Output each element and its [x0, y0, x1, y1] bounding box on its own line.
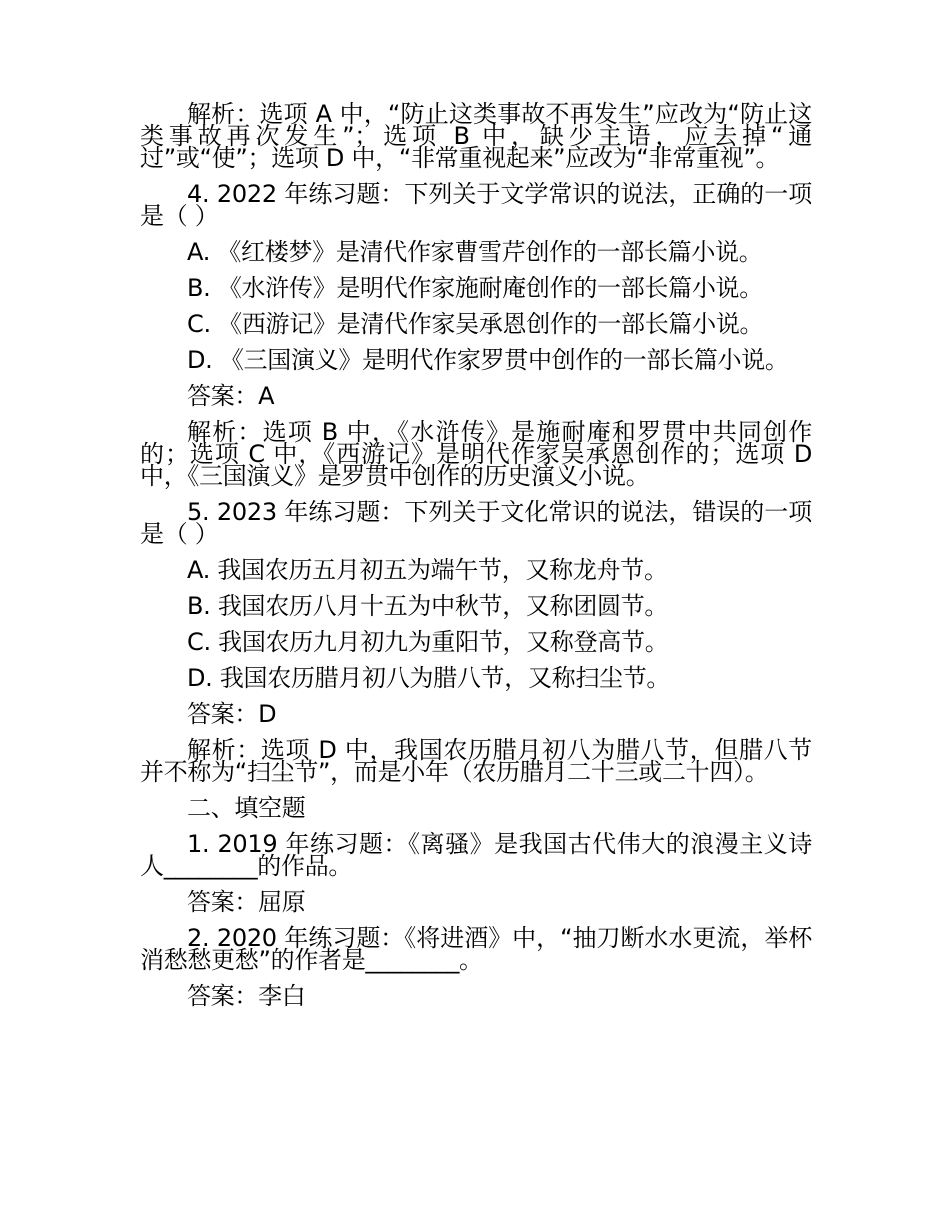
option-c: C. 《西游记》是清代作家吴承恩创作的一部长篇小说。 — [187, 310, 764, 338]
analysis-paragraph: 解析：选项 B 中，《水浒传》是施耐庵和罗贯中共同创作的；选项 C 中，《西游记》是明代作家吴承恩创作的；选项 D 中，《三国演义》是罗贯中创作的历史演义小说。 — [140, 418, 812, 490]
fill-question-1: 1. 2019 年练习题：《离骚》是我国古代伟大的浪漫主义诗人________的作品。 — [140, 830, 812, 880]
analysis-paragraph: 解析：选项 A 中，“防止这类事故不再发生”应改为“防止这类事故再次发生”；选项 B 中，缺少主语，应去掉“通过”或“使”；选项 D 中，“非常重视起来”应改为“非常重视”。 — [140, 100, 812, 172]
option-a: A. 我国农历五月初五为端午节，又称龙舟节。 — [187, 556, 668, 584]
option-b: B. 《水浒传》是明代作家施耐庵创作的一部长篇小说。 — [187, 274, 763, 302]
answer: 答案：李白 — [187, 982, 306, 1010]
answer: 答案：D — [187, 700, 277, 728]
document-page — [140, 100, 812, 1021]
option-a: A. 《红楼梦》是清代作家曹雪芹创作的一部长篇小说。 — [187, 238, 763, 266]
option-b: B. 我国农历八月十五为中秋节，又称团圆节。 — [187, 592, 669, 620]
option-d: D. 我国农历腊月初八为腊八节，又称扫尘节。 — [187, 664, 671, 692]
fill-question-2: 2. 2020 年练习题：《将进酒》中，“抽刀断水水更流，举杯消愁愁更愁”的作者是________。 — [140, 924, 812, 974]
option-d: D. 《三国演义》是明代作家罗贯中创作的一部长篇小说。 — [187, 346, 789, 374]
section-heading: 二、填空题 — [187, 794, 306, 822]
answer: 答案：A — [187, 382, 275, 410]
analysis-paragraph: 解析：选项 D 中，我国农历腊月初八为腊八节，但腊八节并不称为“扫尘节”，而是小年（农历腊月二十三或二十四）。 — [140, 736, 812, 786]
answer: 答案：屈原 — [187, 888, 306, 916]
question-4: 4. 2022 年练习题：下列关于文学常识的说法，正确的一项是（ ） — [140, 180, 812, 230]
option-c: C. 我国农历九月初九为重阳节，又称登高节。 — [187, 628, 669, 656]
question-5: 5. 2023 年练习题：下列关于文化常识的说法，错误的一项是（ ） — [140, 498, 812, 548]
